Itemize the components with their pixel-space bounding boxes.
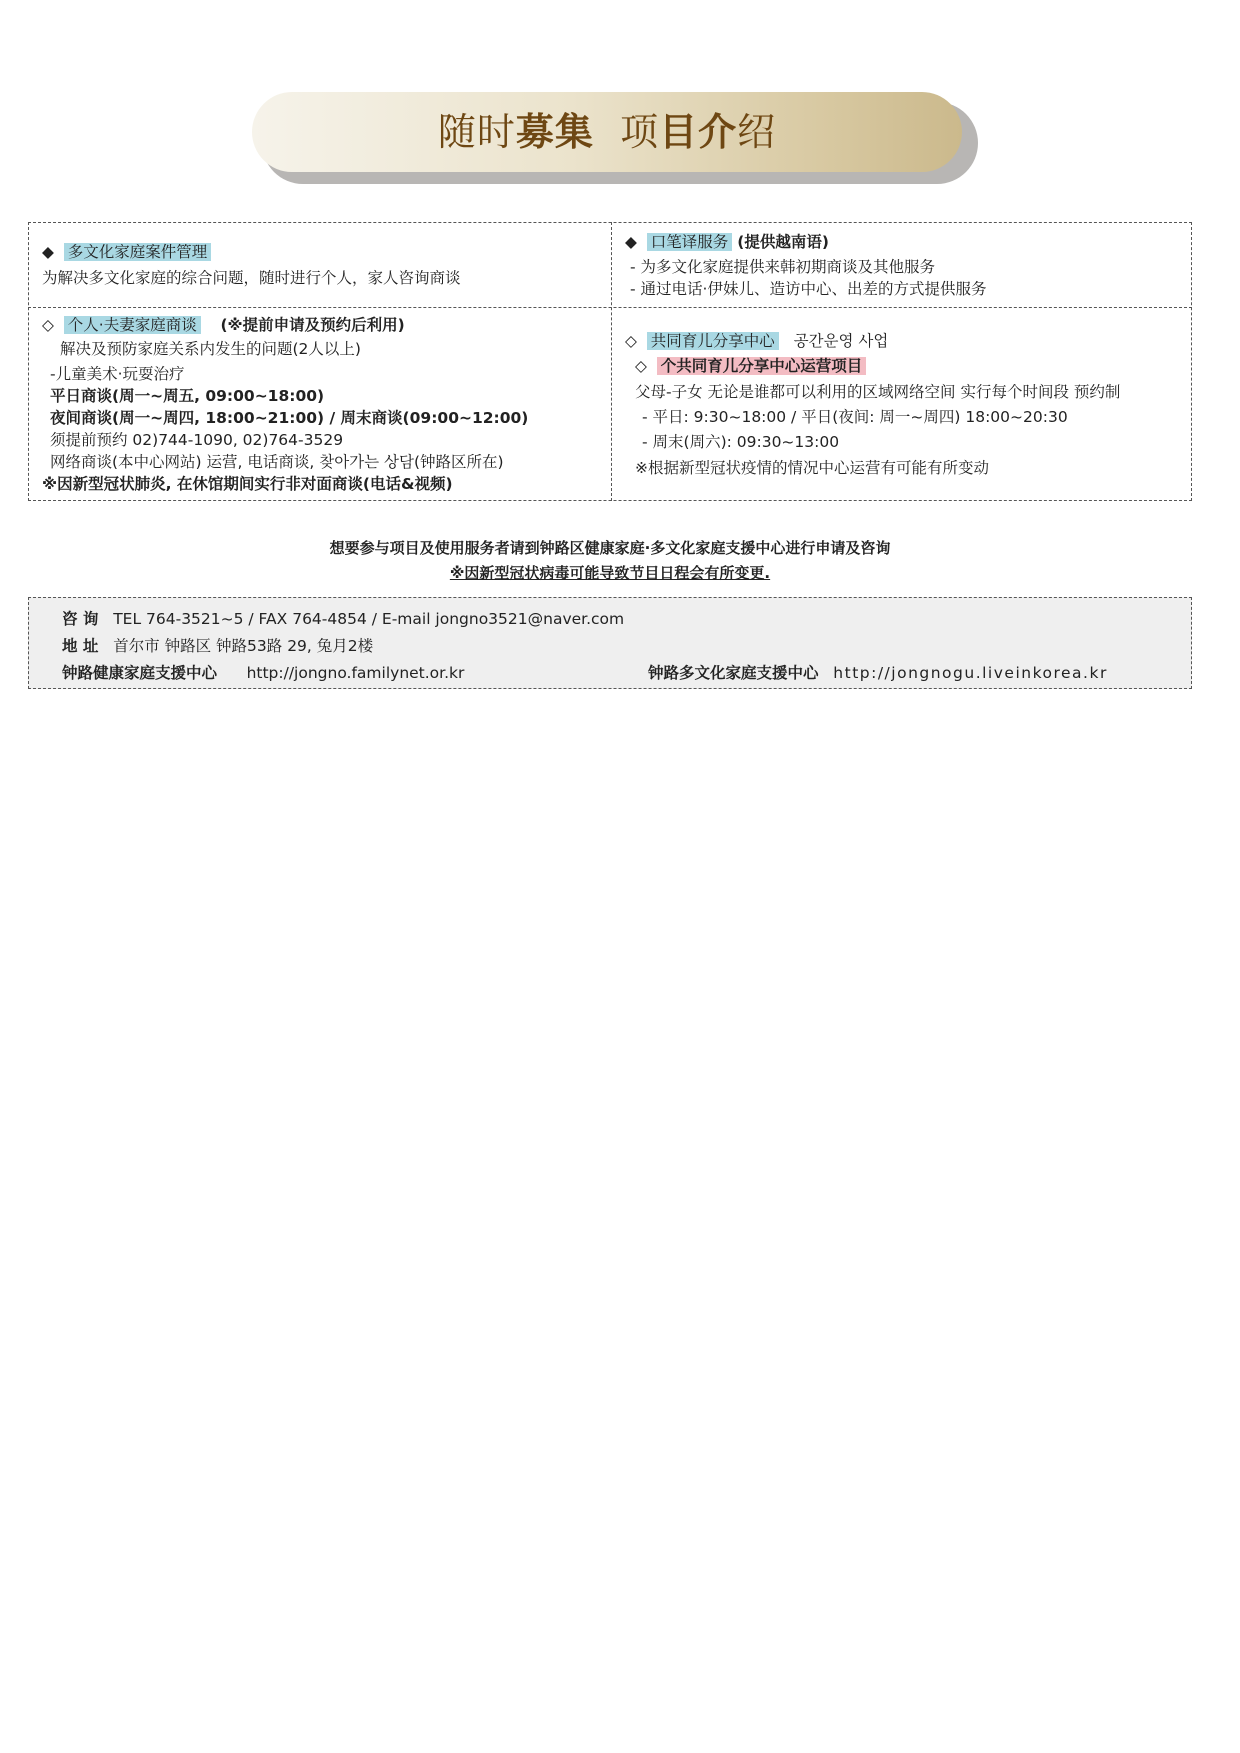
counseling-line-6: 网络商谈(本中心网站) 运营, 电话商谈, 찾아가는 상담(钟路区所在)	[50, 453, 504, 471]
address-label: 地 址	[62, 637, 99, 655]
childcare-line-1: 父母-子女 无论是谁都可以利用的区域网络空间 实行每个时间段 预约制	[635, 383, 1121, 401]
diamond-outline-icon: ◇	[625, 332, 637, 350]
title-part-5: 绍	[737, 110, 777, 154]
counseling-line-1: 解决及预防家庭关系内发生的问题(2人以上)	[60, 340, 361, 358]
counseling-heading	[42, 315, 405, 335]
diamond-outline-icon: ◇	[635, 357, 647, 375]
childcare-note: 공간운영 사업	[793, 332, 889, 350]
interpretation-heading	[625, 232, 829, 252]
childcare-line-3: - 周末(周六): 09:30~13:00	[642, 433, 840, 451]
interpretation-note: (提供越南语)	[737, 233, 829, 251]
childcare-line-2: - 平日: 9:30~18:00 / 平日(夜间: 周一~周四) 18:00~20:30	[642, 408, 1068, 426]
interpretation-line-1: - 为多文化家庭提供来韩初期商谈及其他服务	[630, 258, 936, 276]
case-management-heading	[42, 242, 211, 262]
contact-center-2	[648, 663, 1108, 683]
title-part-3: 项	[620, 110, 660, 154]
counseling-title: 个人·夫妻家庭商谈	[64, 316, 201, 334]
title-part-4: 目介	[659, 110, 738, 154]
notice-line-2: ※因新型冠状病毒可能导致节目日程会有所变更.	[449, 564, 771, 582]
page-title	[252, 92, 962, 172]
inquiry-label: 咨 询	[62, 610, 99, 628]
notice-line-1: 想要参与项目及使用服务者请到钟路区健康家庭·多文化家庭支援中心进行申请及咨询	[329, 539, 891, 557]
grid-divider-vertical	[611, 222, 612, 501]
contact-inquiry	[62, 609, 624, 629]
title-part-2: 募集	[515, 110, 594, 154]
childcare-sub-heading	[635, 356, 866, 376]
case-management-title: 多文化家庭案件管理	[64, 243, 212, 261]
contact-center-1	[62, 663, 464, 683]
counseling-line-4: 夜间商谈(周一~周四, 18:00~21:00) / 周末商谈(09:00~12:00)	[50, 409, 529, 427]
case-management-desc: 为解决多文化家庭的综合问题，随时进行个人，家人咨询商谈	[42, 269, 461, 287]
childcare-title: 共同育儿分享中心	[647, 332, 779, 350]
interpretation-title: 口笔译服务	[647, 233, 733, 251]
address-value: 首尔市 钟路区 钟路53路 29, 兔月2楼	[113, 637, 374, 655]
childcare-sub-title: 个共同育儿分享中心运营项目	[657, 357, 867, 375]
childcare-line-4: ※根据新型冠状疫情的情况中心运营有可能有所变动	[635, 459, 989, 477]
childcare-heading	[625, 331, 888, 351]
grid-divider-horizontal	[28, 307, 1192, 308]
diamond-filled-icon: ◆	[42, 243, 54, 261]
interpretation-line-2: - 通过电话·伊妹儿、造访中心、出差的方式提供服务	[630, 280, 987, 298]
title-part-1: 随时	[437, 110, 516, 154]
center-1-url[interactable]: http://jongno.familynet.or.kr	[246, 664, 465, 682]
diamond-outline-icon: ◇	[42, 316, 54, 334]
center-1-name: 钟路健康家庭支援中心	[62, 664, 218, 682]
center-2-name: 钟路多文化家庭支援中心	[648, 664, 819, 682]
counseling-line-5: 须提前预约 02)744-1090, 02)764-3529	[50, 431, 344, 449]
counseling-note: (※提前申请及预约后利用)	[220, 316, 405, 334]
diamond-filled-icon: ◆	[625, 233, 637, 251]
contact-address	[62, 636, 373, 656]
counseling-line-3: 平日商谈(周一~周五, 09:00~18:00)	[50, 387, 325, 405]
counseling-line-7: ※因新型冠状肺炎, 在休馆期间实行非对面商谈(电话&视频)	[42, 475, 453, 493]
center-2-url[interactable]: http://jongnogu.liveinkorea.kr	[833, 664, 1108, 682]
counseling-line-2: -儿童美术·玩耍治疗	[50, 365, 185, 383]
inquiry-value: TEL 764-3521~5 / FAX 764-4854 / E-mail jongno3521@naver.com	[113, 610, 625, 628]
